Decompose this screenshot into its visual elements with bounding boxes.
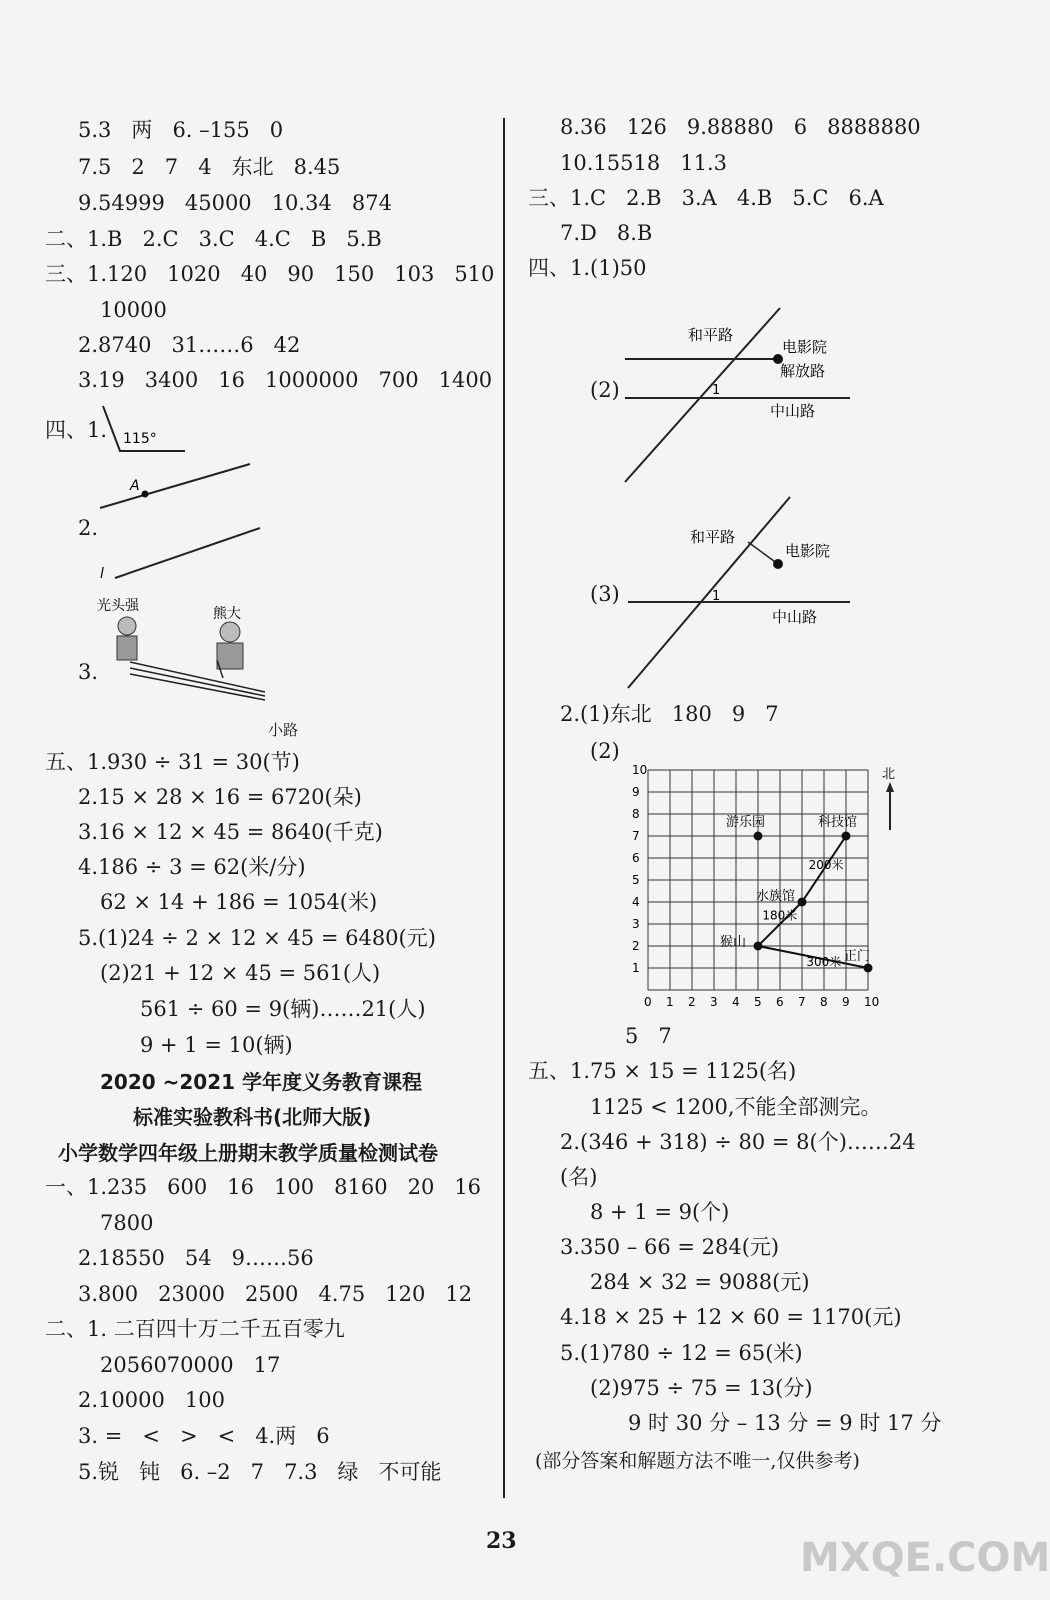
answer-line: 9 + 1 = 10(辆) [140,1033,293,1057]
y-tick-label: 3 [632,917,640,931]
place-label: 猴山 [720,935,747,950]
answer-line: 五、1.930 ÷ 31 = 30(节) [45,750,300,774]
answer-line: 10000 [100,298,167,322]
answer-line: 2.18550 54 9……56 [78,1246,314,1270]
answer-line: 3.800 23000 2500 4.75 120 12 [78,1282,473,1306]
parallel-line-a [100,464,250,508]
geometry-figures [95,398,295,698]
question-label: (3) [590,582,620,606]
answer-line: 62 × 14 + 186 = 1054(米) [100,890,378,914]
y-tick-label: 2 [632,939,640,953]
answer-line: 4.186 ÷ 3 = 62(米/分) [78,855,306,879]
answer-line: 8.36 126 9.88880 6 8888880 [560,115,921,139]
distance-label: 200米 [808,858,844,872]
y-tick-label: 7 [632,829,640,843]
answer-line: 四、1.(1)50 [528,256,647,280]
y-tick-label: 6 [632,851,640,865]
cinema-label: 电影院 [782,338,828,356]
section-heading: 标准实验教科书(北师大版) [133,1105,372,1129]
map-point [754,942,763,951]
road-figure-2 [620,300,880,490]
answer-line: 1125 < 1200,不能全部测完。 [590,1095,882,1119]
answer-line: 二、1.B 2.C 3.C 4.C B 5.B [45,227,382,251]
section-heading: 小学数学四年级上册期末教学质量检测试卷 [58,1141,438,1165]
answer-line: 2.15 × 28 × 16 = 6720(朵) [78,785,362,809]
x-tick-label: 6 [776,995,784,1009]
road-label: 解放路 [780,362,826,380]
north-arrowhead-icon [886,782,894,792]
cinema-label: 电影院 [785,542,831,560]
map-point [754,832,763,841]
answer-line: 三、1.C 2.B 3.A 4.B 5.C 6.A [528,186,884,210]
column-divider [503,118,505,1498]
answer-line: 三、1.120 1020 40 90 150 103 510 [45,262,495,286]
answer-line: 8 + 1 = 9(个) [590,1200,730,1224]
map-point [864,964,873,973]
answer-line: 2.(346 + 318) ÷ 80 = 8(个)……24 [560,1130,916,1154]
answer-line: 5.3 两 6. –155 0 [78,118,284,142]
path-label: 小路 [268,721,299,739]
x-tick-label: 3 [710,995,718,1009]
cinema-point [773,559,783,569]
answer-line: 3.350 – 66 = 284(元) [560,1235,780,1259]
perpendicular-line [748,542,778,564]
answer-line: 2. [78,516,99,540]
x-tick-label: 1 [666,995,674,1009]
place-label: 正门 [844,949,871,964]
north-label: 北 [882,767,896,782]
place-label: 科技馆 [818,815,858,830]
answer-line: (名) [560,1165,598,1189]
road-heping [628,497,790,688]
answer-line: 9 时 30 分 – 13 分 = 9 时 17 分 [628,1411,942,1435]
angle-label: 1 [712,589,721,604]
road-label: 和平路 [688,326,734,344]
x-tick-label: 4 [732,995,740,1009]
x-tick-label: 7 [798,995,806,1009]
answer-line: 3.19 3400 16 1000000 700 1400 [78,368,493,392]
char2-label: 熊大 [213,606,241,622]
road-figure-3 [620,492,880,692]
map-point [798,898,807,907]
answer-line: 10.15518 11.3 [560,151,727,175]
y-tick-label: 9 [632,785,640,799]
answer-line: (2) [590,739,620,763]
line-l-label: l [100,566,104,582]
question-label: (2) [590,378,620,402]
char1-figure [117,617,137,660]
y-tick-label: 1 [632,961,640,975]
map-point [842,832,851,841]
watermark: MXQE.COM [800,1535,1050,1581]
answer-line: 一、1.235 600 16 100 8160 20 16 [45,1175,482,1199]
answer-line: 2056070000 17 [100,1353,281,1377]
answer-line: (2)21 + 12 × 45 = 561(人) [100,961,381,985]
answer-line: 二、1. 二百四十万二千五百零九 [45,1317,345,1341]
answer-line: 五、1.75 × 15 = 1125(名) [528,1059,797,1083]
answer-line: 4.18 × 25 + 12 × 60 = 1170(元) [560,1305,902,1329]
answer-line: 2.10000 100 [78,1388,225,1412]
answer-line: 3. = < > < 4.两 6 [78,1424,330,1448]
x-tick-label: 0 [644,995,652,1009]
answer-line: 7800 [100,1211,154,1235]
place-label: 水族馆 [756,889,796,904]
answer-line: 5 7 [625,1024,672,1048]
road-label: 中山路 [772,608,818,626]
answer-line: 9.54999 45000 10.34 874 [78,191,392,215]
x-tick-label: 10 [864,995,880,1009]
answer-line: 2.(1)东北 180 9 7 [560,702,779,726]
distance-label: 180米 [762,908,798,923]
answer-line: 5.(1)24 ÷ 2 × 12 × 45 = 6480(元) [78,926,436,950]
grid-map [620,760,910,1020]
y-tick-label: 10 [632,763,648,777]
answer-line: 5.锐 钝 6. –2 7 7.3 绿 不可能 [78,1460,442,1484]
answer-line: 5.(1)780 ÷ 12 = 65(米) [560,1341,803,1365]
answer-line: (2)975 ÷ 75 = 13(分) [590,1376,813,1400]
y-tick-label: 8 [632,807,640,821]
point-a-label: A [130,478,140,494]
x-tick-label: 9 [842,995,850,1009]
x-tick-label: 2 [688,995,696,1009]
char2-figure [217,622,243,669]
line-l [115,528,260,578]
y-tick-label: 4 [632,895,640,909]
y-tick-label: 5 [632,873,640,887]
x-tick-label: 5 [754,995,762,1009]
answer-line: 2.8740 31……6 42 [78,333,301,357]
answer-line: 四、1. [45,418,108,442]
point-a [142,491,149,498]
answer-line: 561 ÷ 60 = 9(辆)……21(人) [140,997,426,1021]
angle-label: 1 [712,383,721,398]
answer-line: 3. [78,660,99,684]
answer-line: 3.16 × 12 × 45 = 8640(千克) [78,820,383,844]
road-label: 和平路 [690,528,736,546]
page-number: 23 [486,1528,517,1554]
footnote: (部分答案和解题方法不唯一,仅供参考) [535,1450,860,1472]
answer-line: 7.D 8.B [560,221,653,245]
answer-line: 284 × 32 = 9088(元) [590,1270,810,1294]
answer-line: 7.5 2 7 4 东北 8.45 [78,155,341,179]
section-heading: 2020 ~2021 学年度义务教育课程 [100,1070,423,1094]
angle-label: 115° [123,431,157,447]
road-label: 中山路 [770,402,816,420]
x-tick-label: 8 [820,995,828,1009]
distance-label: 300米 [806,954,842,969]
char1-label: 光头强 [97,598,139,614]
place-label: 游乐园 [726,815,766,830]
